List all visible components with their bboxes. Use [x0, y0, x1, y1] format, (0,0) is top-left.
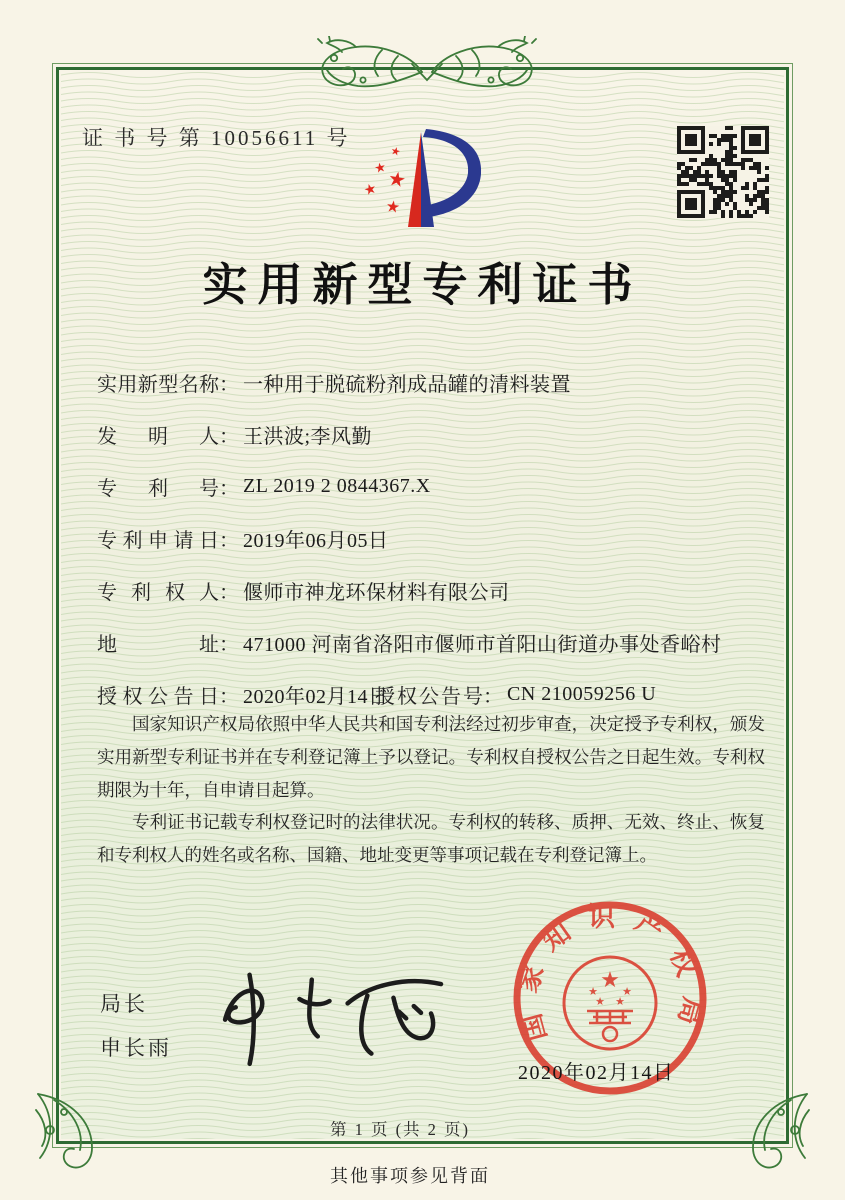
legal-paragraph-2: 专利证书记载专利权登记时的法律状况。专利权的转移、质押、无效、终止、恢复和专利权人的姓名或名称、国籍、地址变更等事项记载在专利登记簿上。: [97, 812, 765, 866]
field-value: 471000 河南省洛阳市偃师市首阳山街道办事处香峪村: [243, 633, 722, 656]
legal-paragraph-1: 国家知识产权局依照中华人民共和国专利法经过初步审查，决定授予专利权，颁发实用新型专利证书并在专利登记簿上予以登记。专利权自授权公告之日起生效。专利权期限为十年，自申请日起算。: [97, 714, 765, 800]
back-note: 其他事项参见背面: [330, 1166, 490, 1186]
legal-text-block: [97, 708, 765, 872]
svg-text:★: ★: [595, 996, 605, 1008]
seal-date: 2020年02月14日: [518, 1062, 675, 1084]
signer-block: [100, 988, 172, 1076]
field-label: 专利号: [97, 477, 219, 500]
field-label: 地址: [97, 633, 219, 656]
logo-stem-red: [408, 132, 421, 227]
field-row-name: 实用新型名称 ： 一种用于脱硫粉剂成品罐的清料装置: [97, 356, 777, 408]
svg-text:★: ★: [362, 181, 379, 200]
logo-p-bowl: [423, 129, 481, 217]
field-value: 王洪波;李风勤: [243, 425, 373, 448]
field-value: 偃师市神龙环保材料有限公司: [243, 581, 510, 604]
seal-text: 国家知识产权局: [511, 902, 709, 1045]
qr-code: [677, 126, 769, 218]
field-value: CN 210059256 U: [507, 682, 657, 705]
field-row-patent-no: 专利号 ： ZL 2019 2 0844367.X: [97, 460, 777, 512]
field-row-patentee: 专利权人 ： 偃师市神龙环保材料有限公司: [97, 564, 777, 616]
certificate-title: 实用新型专利证书: [202, 260, 643, 310]
svg-text:★: ★: [386, 167, 408, 193]
page-number: 第 1 页 (共 2 页): [329, 1120, 471, 1139]
signer-title: 局长: [100, 993, 148, 1016]
field-row-address: 地址 ： 471000 河南省洛阳市偃师市首阳山街道办事处香峪村: [97, 616, 777, 668]
field-label: 实用新型名称: [97, 373, 219, 396]
logo-stars: [362, 145, 407, 217]
field-row-grant: 授权公告日 ： 2020年02月14日 授权公告号 ： CN 210059256 U: [97, 668, 777, 720]
field-label: 授权公告日: [97, 685, 219, 708]
field-value: 2019年06月05日: [243, 529, 389, 552]
svg-text:★: ★: [622, 986, 632, 998]
field-value: ZL 2019 2 0844367.X: [243, 474, 431, 497]
svg-text:★: ★: [384, 198, 402, 217]
cnipa-logo: [330, 124, 520, 244]
field-label: 专利权人: [97, 581, 219, 604]
national-emblem: [564, 957, 656, 1049]
field-row-inventor: 发明人 ： 王洪波;李风勤: [97, 408, 777, 460]
top-flourish-ornament: [262, 36, 592, 100]
fields-block: [97, 356, 777, 720]
svg-text:★: ★: [372, 158, 388, 177]
director-signature: [203, 958, 457, 1072]
field-value: 一种用于脱硫粉剂成品罐的清料装置: [243, 373, 571, 396]
field-label: 授权公告号: [375, 685, 483, 708]
field-label: 发明人: [97, 425, 219, 448]
svg-text:★: ★: [615, 996, 625, 1008]
signer-name: 申长雨: [100, 1037, 172, 1060]
field-value: 2020年02月14日: [243, 685, 389, 708]
svg-text:★: ★: [588, 986, 598, 998]
certificate-number: 证 书 号 第 10056611 号: [82, 126, 351, 150]
field-label: 专利申请日: [97, 529, 219, 552]
svg-text:★: ★: [600, 967, 620, 992]
field-row-filing-date: 专利申请日 ： 2019年06月05日: [97, 512, 777, 564]
svg-text:★: ★: [389, 144, 402, 159]
grant-number-group: 授权公告号 ： CN 210059256 U: [375, 668, 656, 720]
